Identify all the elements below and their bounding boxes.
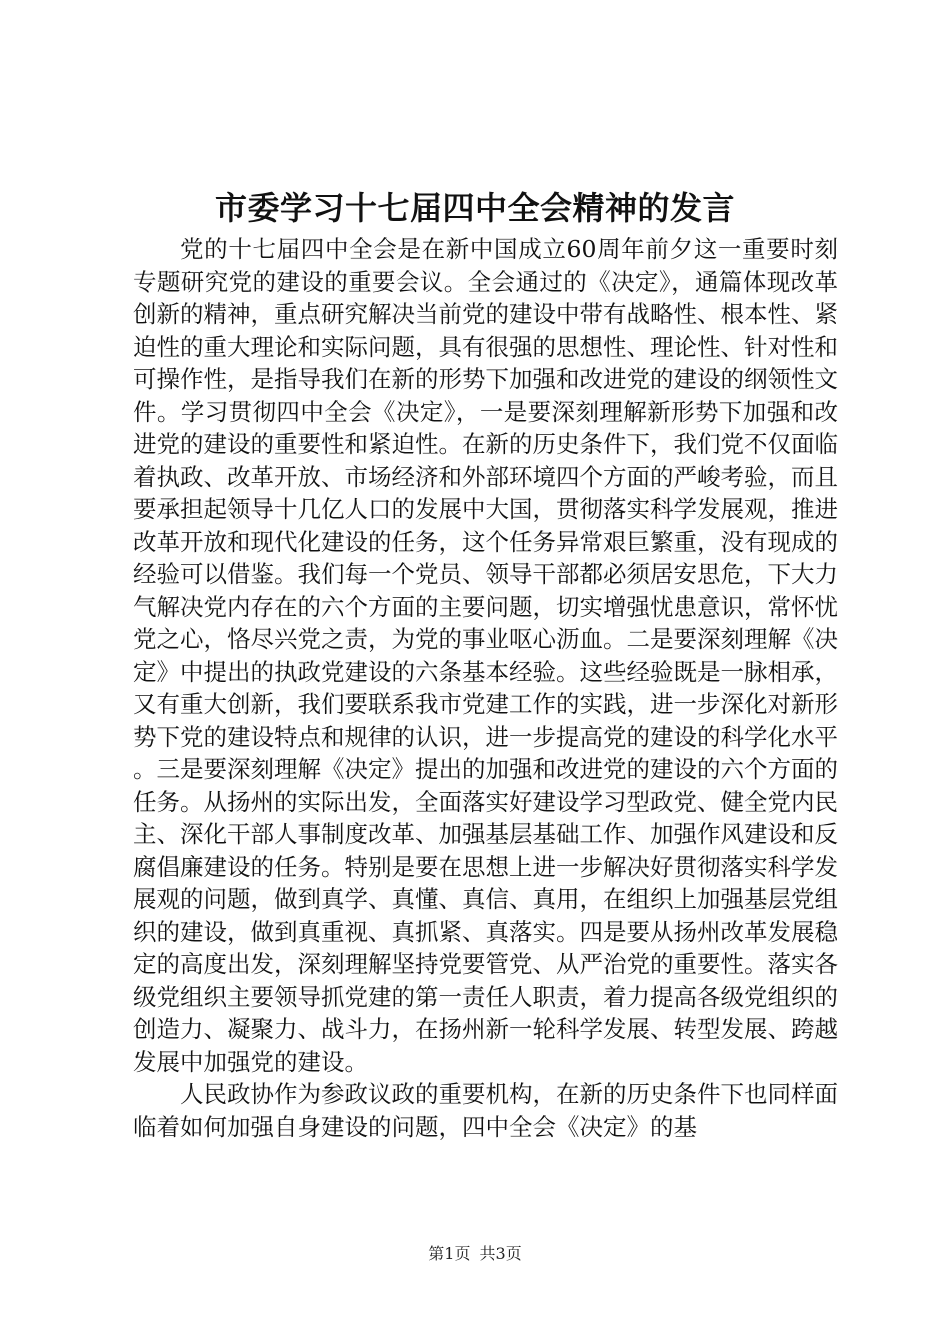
page-total: 共3页 — [479, 1244, 522, 1263]
document-body — [133, 233, 838, 1143]
page-footer — [0, 1243, 950, 1265]
page-number: 第1页 — [428, 1244, 471, 1263]
paragraph-1: 党的十七届四中全会是在新中国成立60周年前夕这一重要时刻专题研究党的建设的重要会议。全会通过的《决定》，通篇体现改革创新的精神，重点研究解决当前党的建设中带有战略性、根本性、紧迫性的重大理论和实际问题，具有很强的思想性、理论性、针对性和可操作性，是指导我们在新的形势下加强和改进党的建设的纲领性文件。学习贯彻四中全会《决定》，一是要深刻理解新形势下加强和改进党的建设的重要性和紧迫性。在新的历史条件下，我们党不仅面临着执政、改革开放、市场经济和外部环境四个方面的严峻考验，而且要承担起领导十几亿人口的发展中大国，贯彻落实科学发展观，推进改革开放和现代化建设的任务，这个任务异常艰巨繁重，没有现成的经验可以借鉴。我们每一个党员、领导干部都必须居安思危，下大力气解决党内存在的六个方面的主要问题，切实增强忧患意识，常怀忧党之心，恪尽兴党之责，为党的事业呕心沥血。二是要深刻理解《决定》中提出的执政党建设的六条基本经验。这些经验既是一脉相承，又有重大创新，我们要联系我市党建工作的实践，进一步深化对新形势下党的建设特点和规律的认识，进一步提高党的建设的科学化水平。三是要深刻理解《决定》提出的加强和改进党的建设的六个方面的任务。从扬州的实际出发，全面落实好建设学习型政党、健全党内民主、深化干部人事制度改革、加强基层基础工作、加强作风建设和反腐倡廉建设的任务。特别是要在思想上进一步解决好贯彻落实科学发展观的问题，做到真学、真懂、真信、真用，在组织上加强基层党组织的建设，做到真重视、真抓紧、真落实。四是要从扬州改革发展稳定的高度出发，深刻理解坚持党要管党、从严治党的重要性。落实各级党组织主要领导抓党建的第一责任人职责，着力提高各级党组织的创造力、凝聚力、战斗力，在扬州新一轮科学发展、转型发展、跨越发展中加强党的建设。 — [133, 235, 838, 1076]
paragraph-2: 人民政协作为参政议政的重要机构，在新的历史条件下也同样面临着如何加强自身建设的问题，四中全会《决定》的基 — [133, 1080, 838, 1141]
document-title: 市委学习十七届四中全会精神的发言 — [214, 189, 735, 227]
